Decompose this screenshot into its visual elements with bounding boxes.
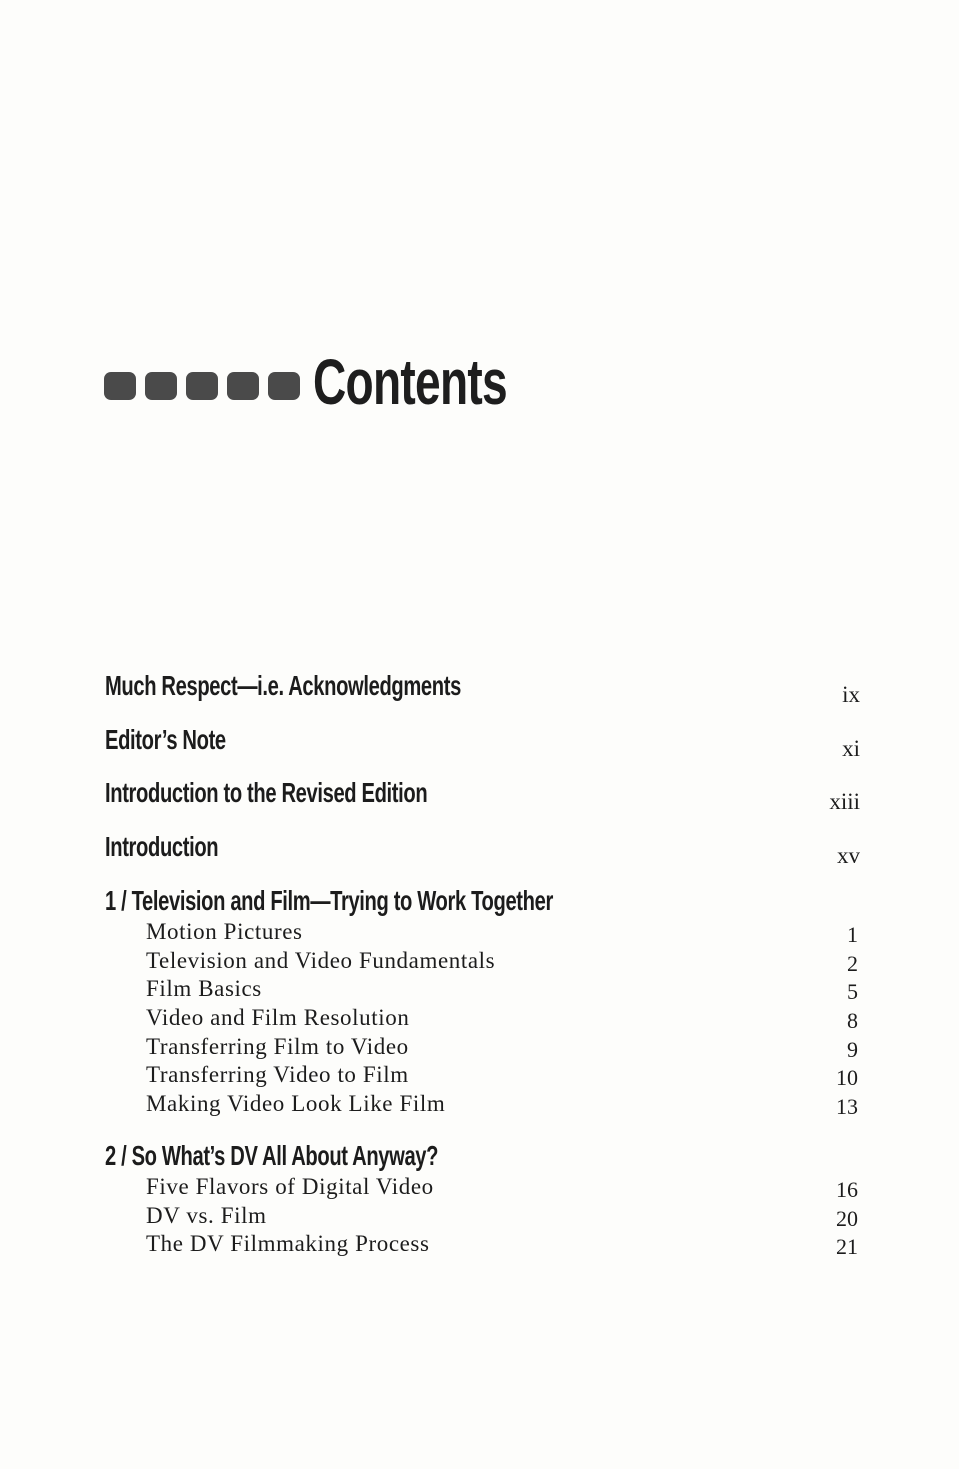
table-of-contents xyxy=(105,670,860,1259)
section-title: Transferring Film to Video xyxy=(146,1033,409,1059)
toc-chapter xyxy=(105,1139,860,1259)
section-title: Film Basics xyxy=(146,976,262,1002)
toc-section[interactable] xyxy=(105,1230,860,1259)
chapter-title[interactable]: 1 / Television and Film—Trying to Work Together xyxy=(105,885,553,916)
section-title: The DV Filmmaking Process xyxy=(146,1231,430,1257)
section-page: 10 xyxy=(836,1065,858,1091)
square-bullet-icon xyxy=(268,372,300,400)
toc-entry-title: Editor’s Note xyxy=(105,723,226,755)
toc-entry-title: Much Respect—i.e. Acknowledgments xyxy=(105,670,461,701)
toc-section[interactable] xyxy=(105,1202,860,1231)
toc-section[interactable] xyxy=(105,1033,860,1062)
toc-entry[interactable] xyxy=(105,724,860,778)
contents-heading xyxy=(104,346,582,418)
toc-entry-page: xiii xyxy=(829,789,860,814)
toc-entry-page: xv xyxy=(837,842,860,868)
page-title: Contents xyxy=(313,346,507,418)
section-page: 21 xyxy=(836,1234,858,1260)
section-title: Making Video Look Like Film xyxy=(146,1091,446,1117)
section-title: Five Flavors of Digital Video xyxy=(146,1173,434,1199)
section-title: DV vs. Film xyxy=(146,1202,267,1228)
toc-entry[interactable] xyxy=(105,777,860,831)
chapter-title[interactable]: 2 / So What’s DV All About Anyway? xyxy=(105,1139,439,1171)
toc-section[interactable] xyxy=(105,1004,860,1033)
section-page: 16 xyxy=(836,1176,858,1202)
toc-entry-title: Introduction xyxy=(105,830,219,862)
toc-section[interactable] xyxy=(105,918,860,947)
section-page: 2 xyxy=(847,950,858,976)
section-page: 9 xyxy=(847,1036,858,1062)
section-page: 8 xyxy=(847,1008,858,1034)
section-page: 1 xyxy=(847,922,858,947)
toc-section[interactable] xyxy=(105,1090,860,1119)
toc-entry-title: Introduction to the Revised Edition xyxy=(105,777,428,808)
toc-entry-page: ix xyxy=(842,682,860,707)
toc-section[interactable] xyxy=(105,947,860,976)
toc-section[interactable] xyxy=(105,1061,860,1090)
toc-chapter xyxy=(105,884,860,1119)
section-title: Transferring Video to Film xyxy=(146,1062,409,1088)
decorative-blocks xyxy=(104,372,300,400)
toc-entry[interactable] xyxy=(105,670,860,724)
section-title: Motion Pictures xyxy=(146,919,303,944)
toc-section[interactable] xyxy=(105,975,860,1004)
section-title: Video and Film Resolution xyxy=(146,1005,410,1031)
square-bullet-icon xyxy=(145,372,177,400)
section-page: 20 xyxy=(836,1205,858,1231)
section-title: Television and Video Fundamentals xyxy=(146,947,496,973)
square-bullet-icon xyxy=(104,372,136,400)
toc-entry-page: xi xyxy=(842,735,860,761)
toc-section[interactable] xyxy=(105,1173,860,1202)
square-bullet-icon xyxy=(186,372,218,400)
section-page: 5 xyxy=(847,979,858,1005)
toc-entry[interactable] xyxy=(105,831,860,885)
section-page: 13 xyxy=(836,1094,858,1120)
square-bullet-icon xyxy=(227,372,259,400)
